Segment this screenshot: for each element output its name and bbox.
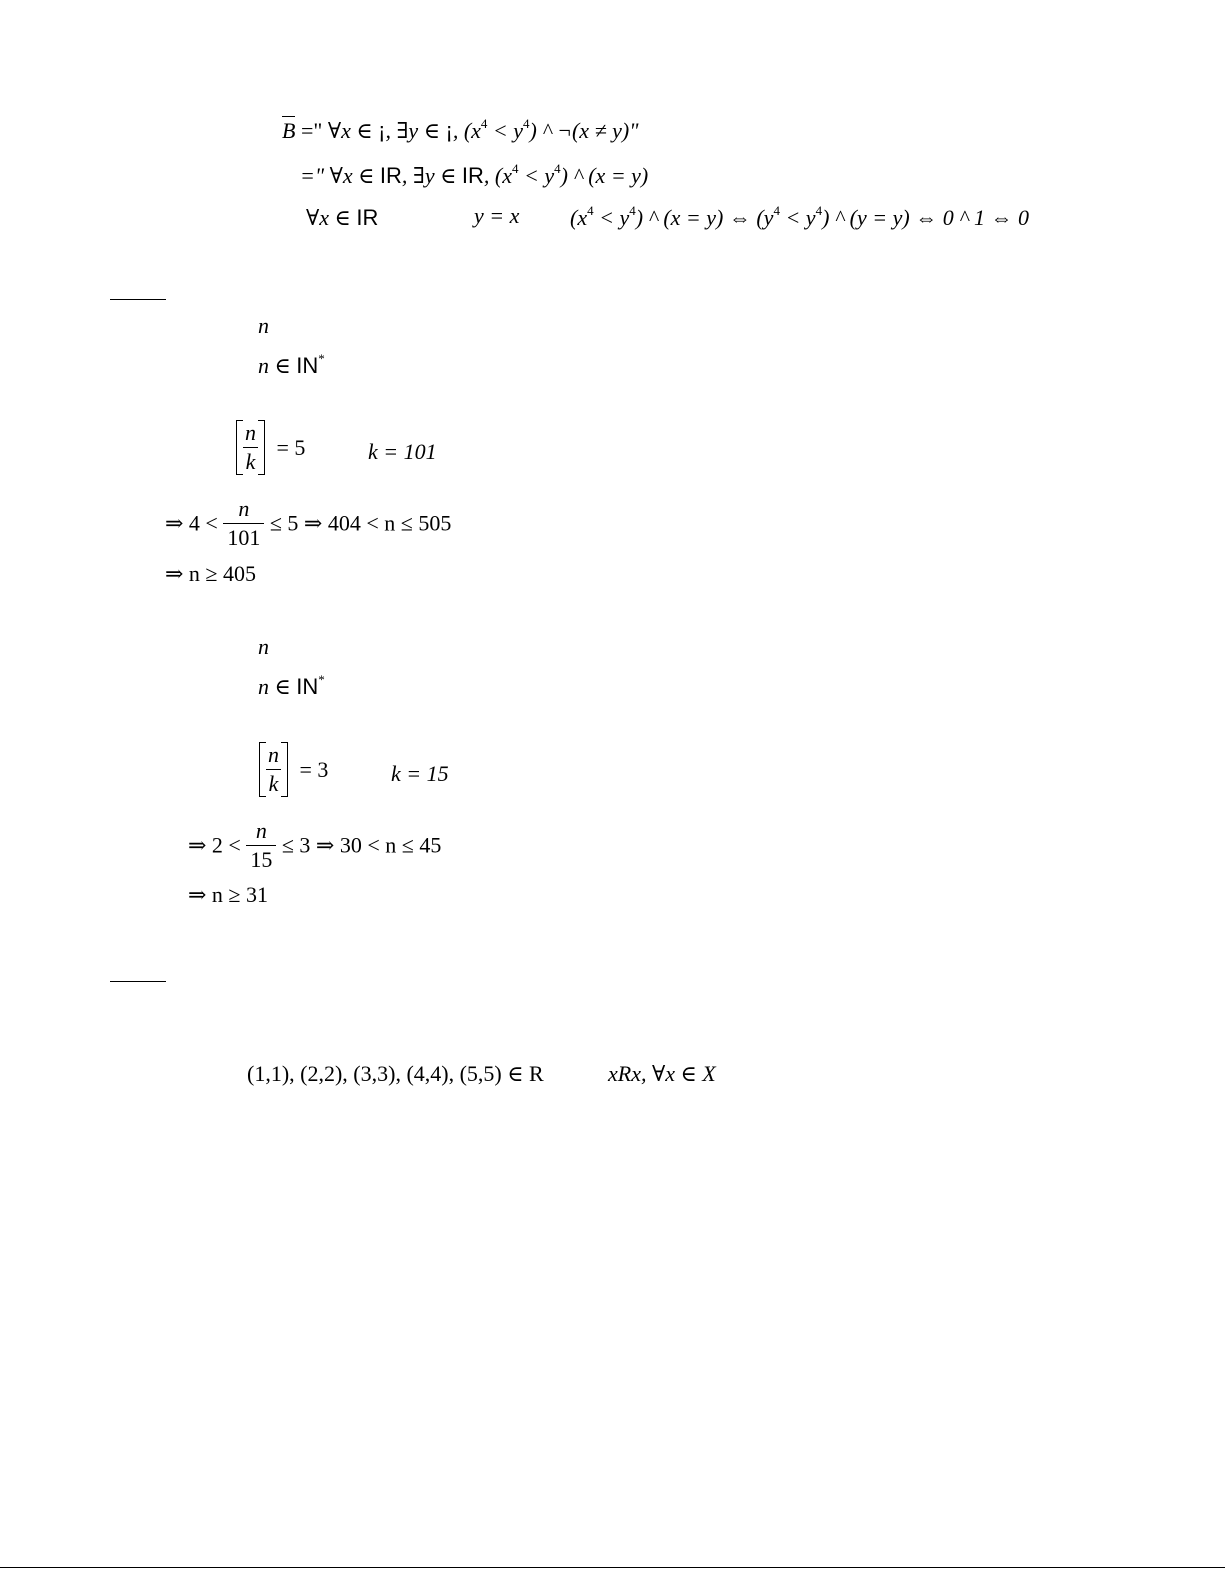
real-set: IR <box>356 205 379 230</box>
exponent: 4 <box>554 161 561 176</box>
star: * <box>318 672 325 687</box>
frac-numerator: n <box>255 818 267 843</box>
floor-value: = 3 <box>299 756 329 782</box>
expr-part: < y <box>593 205 630 230</box>
frac-numerator: n <box>238 496 250 521</box>
eq-forall: =" ∀x ∈ <box>300 163 375 188</box>
step-prefix: ⇒ 4 < <box>165 510 218 536</box>
floor-bracket <box>259 742 288 797</box>
inequality-step-2: ⇒ n ≥ 31 <box>188 882 269 907</box>
negation-line-3-expr <box>570 203 1029 230</box>
exponent: 4 <box>587 203 594 218</box>
floor-value: = 5 <box>276 434 306 460</box>
exists-y: , ∃y ∈ <box>401 163 457 188</box>
negation-line-2 <box>300 161 649 188</box>
set-glyph: ¡ <box>445 118 453 143</box>
reflexive-statement: xRx, ∀x ∈ X <box>608 1061 716 1086</box>
negation-line-3-forall <box>306 207 378 229</box>
k-value: k = 101 <box>368 439 437 464</box>
section-underline <box>110 981 166 982</box>
exponent: 4 <box>480 116 488 131</box>
exponent: 4 <box>629 203 636 218</box>
inequality-step-1 <box>188 820 441 871</box>
expr-part: ) ^ (x = y) ⇔ (y <box>635 205 774 230</box>
k-value: k = 15 <box>391 761 449 786</box>
floor-equation <box>259 742 328 797</box>
real-set: IR <box>379 163 402 188</box>
exists-y: , ∃y ∈ <box>385 118 440 143</box>
exponent: 4 <box>773 203 780 218</box>
expr-part: ) ^ (y = y) ⇔ 0 ^ 1 ⇔ 0 <box>822 205 1029 230</box>
frac-denominator: 101 <box>223 523 264 549</box>
inequality-step-1 <box>165 498 451 549</box>
natural-set: IN <box>296 353 319 378</box>
variable-n: n <box>258 634 269 659</box>
set-glyph: ¡ <box>378 118 386 143</box>
exponent: 4 <box>512 161 519 176</box>
exponent: 4 <box>523 116 530 131</box>
forall-x: ∀x ∈ <box>306 205 351 230</box>
floor-denominator: k <box>243 447 258 473</box>
negation-line-1 <box>282 116 639 143</box>
step-suffix: ≤ 3 ⇒ 30 < n ≤ 45 <box>281 832 442 858</box>
step-prefix: ⇒ 2 < <box>188 832 241 858</box>
expr-part: < y <box>779 205 816 230</box>
reflexive-pairs: (1,1), (2,2), (3,3), (4,4), (5,5) ∈ R <box>247 1061 544 1086</box>
expr-part: , (x <box>483 163 512 188</box>
expr-part: ) ^ ¬(x ≠ y)" <box>529 118 639 143</box>
expr-part: < y <box>518 163 555 188</box>
step-suffix: ≤ 5 ⇒ 404 < n ≤ 505 <box>269 510 452 536</box>
n-in-naturals <box>258 351 325 378</box>
expr-part: , (x <box>452 118 481 143</box>
forall-x: ∀x ∈ <box>327 118 373 143</box>
variable-n: n <box>258 313 269 338</box>
expr-part: ) ^ (x = y) <box>560 163 649 188</box>
negation-line-3-choice: y = x <box>474 203 520 228</box>
b-bar: B <box>282 118 296 143</box>
n-in: n ∈ <box>258 674 291 699</box>
page-bottom-rule <box>0 1567 1225 1568</box>
natural-set: IN <box>296 674 319 699</box>
floor-equation <box>236 420 305 475</box>
floor-numerator: n <box>245 420 256 445</box>
n-in-naturals <box>258 672 325 699</box>
floor-denominator: k <box>266 769 281 795</box>
real-set: IR <box>461 163 484 188</box>
eq-open: =" <box>300 118 323 143</box>
section-underline <box>110 299 166 300</box>
exponent: 4 <box>815 203 823 218</box>
star: * <box>318 351 325 366</box>
frac-denominator: 15 <box>246 845 276 871</box>
floor-bracket <box>236 420 265 475</box>
expr-part: < y <box>487 118 524 143</box>
floor-numerator: n <box>268 742 279 767</box>
inequality-step-2: ⇒ n ≥ 405 <box>165 561 257 586</box>
n-in: n ∈ <box>258 353 291 378</box>
expr-part: (x <box>570 205 588 230</box>
